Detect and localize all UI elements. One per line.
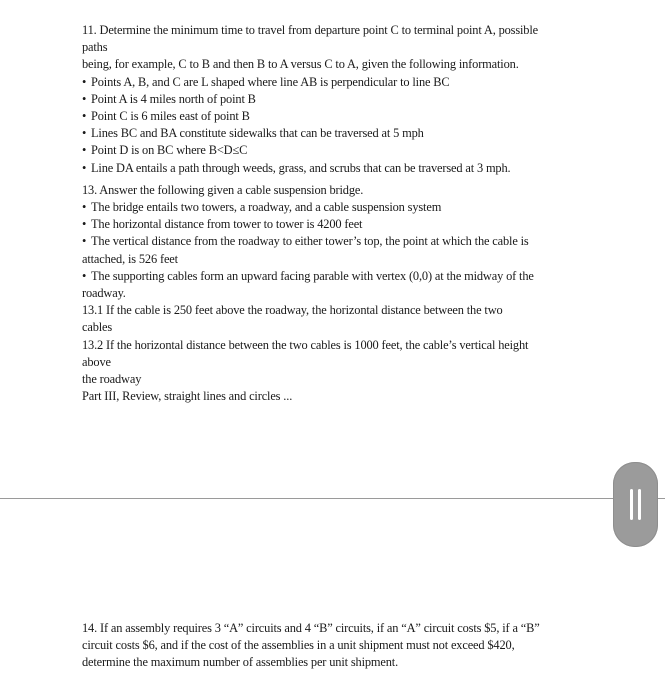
problem-14-text: 14. If an assembly requires 3 “A” circuits and 4 “B” circuits, if an “A” circuit costs $5, if a “B” <box>82 621 540 635</box>
problem-13-2-text: 13.2 If the horizontal distance between the two cables is 1000 feet, the cable’s vertical height <box>82 337 529 352</box>
part-iii-heading: Part III, Review, straight lines and circles ... <box>82 389 293 404</box>
problem-13-1-text: cables <box>82 320 113 335</box>
problem-11-bullet: • Point C is 6 miles east of point B <box>82 108 592 125</box>
pause-grip-icon <box>630 489 633 520</box>
problem-13-heading: 13. Answer the following given a cable suspension bridge. <box>82 182 364 197</box>
problem-13-bullet: • The horizontal distance from tower to tower is 4200 feet <box>82 216 592 233</box>
problem-11-bullet: • Lines BC and BA constitute sidewalks that can be traversed at 5 mph <box>82 125 592 142</box>
problem-13-text: attached, is 526 feet <box>82 251 178 266</box>
problem-14 <box>82 620 592 672</box>
document-page-top <box>82 22 592 405</box>
problem-14-text: circuit costs $6, and if the cost of the assemblies in a unit shipment must not exceed $420, <box>82 638 515 653</box>
problem-13-bullet: • The vertical distance from the roadway to either tower’s top, the point at which the cable is <box>82 233 592 250</box>
document-page-bottom <box>82 620 592 672</box>
problem-11-bullet: • Point A is 4 miles north of point B <box>82 91 592 108</box>
problem-14-text: determine the maximum number of assemblies per unit shipment. <box>82 655 399 670</box>
problem-13-bullet: • The supporting cables form an upward facing parable with vertex (0,0) at the midway of the <box>82 268 592 285</box>
problem-13-2-text: above <box>82 354 111 369</box>
problem-11-heading: 11. Determine the minimum time to travel from departure point C to terminal point A, possible <box>82 23 538 37</box>
problem-11 <box>82 22 592 177</box>
problem-13 <box>82 182 592 406</box>
problem-11-bullet: • Points A, B, and C are L shaped where line AB is perpendicular to line BC <box>82 74 592 91</box>
problem-13-text: roadway. <box>82 286 126 301</box>
problem-11-bullet: • Line DA entails a path through weeds, grass, and scrubs that can be traversed at 3 mph. <box>82 160 592 177</box>
page-divider <box>0 498 665 499</box>
problem-13-2-text: the roadway <box>82 372 142 387</box>
problem-11-text: paths <box>82 40 108 55</box>
problem-13-bullet: • The bridge entails two towers, a roadway, and a cable suspension system <box>82 199 592 216</box>
problem-11-text: being, for example, C to B and then B to A versus C to A, given the following information. <box>82 57 519 72</box>
problem-13-1-text: 13.1 If the cable is 250 feet above the roadway, the horizontal distance between the two <box>82 303 503 318</box>
scroll-handle[interactable] <box>613 462 658 547</box>
problem-11-bullet: • Point D is on BC where B<D≤C <box>82 142 592 159</box>
pause-grip-icon <box>638 489 641 520</box>
